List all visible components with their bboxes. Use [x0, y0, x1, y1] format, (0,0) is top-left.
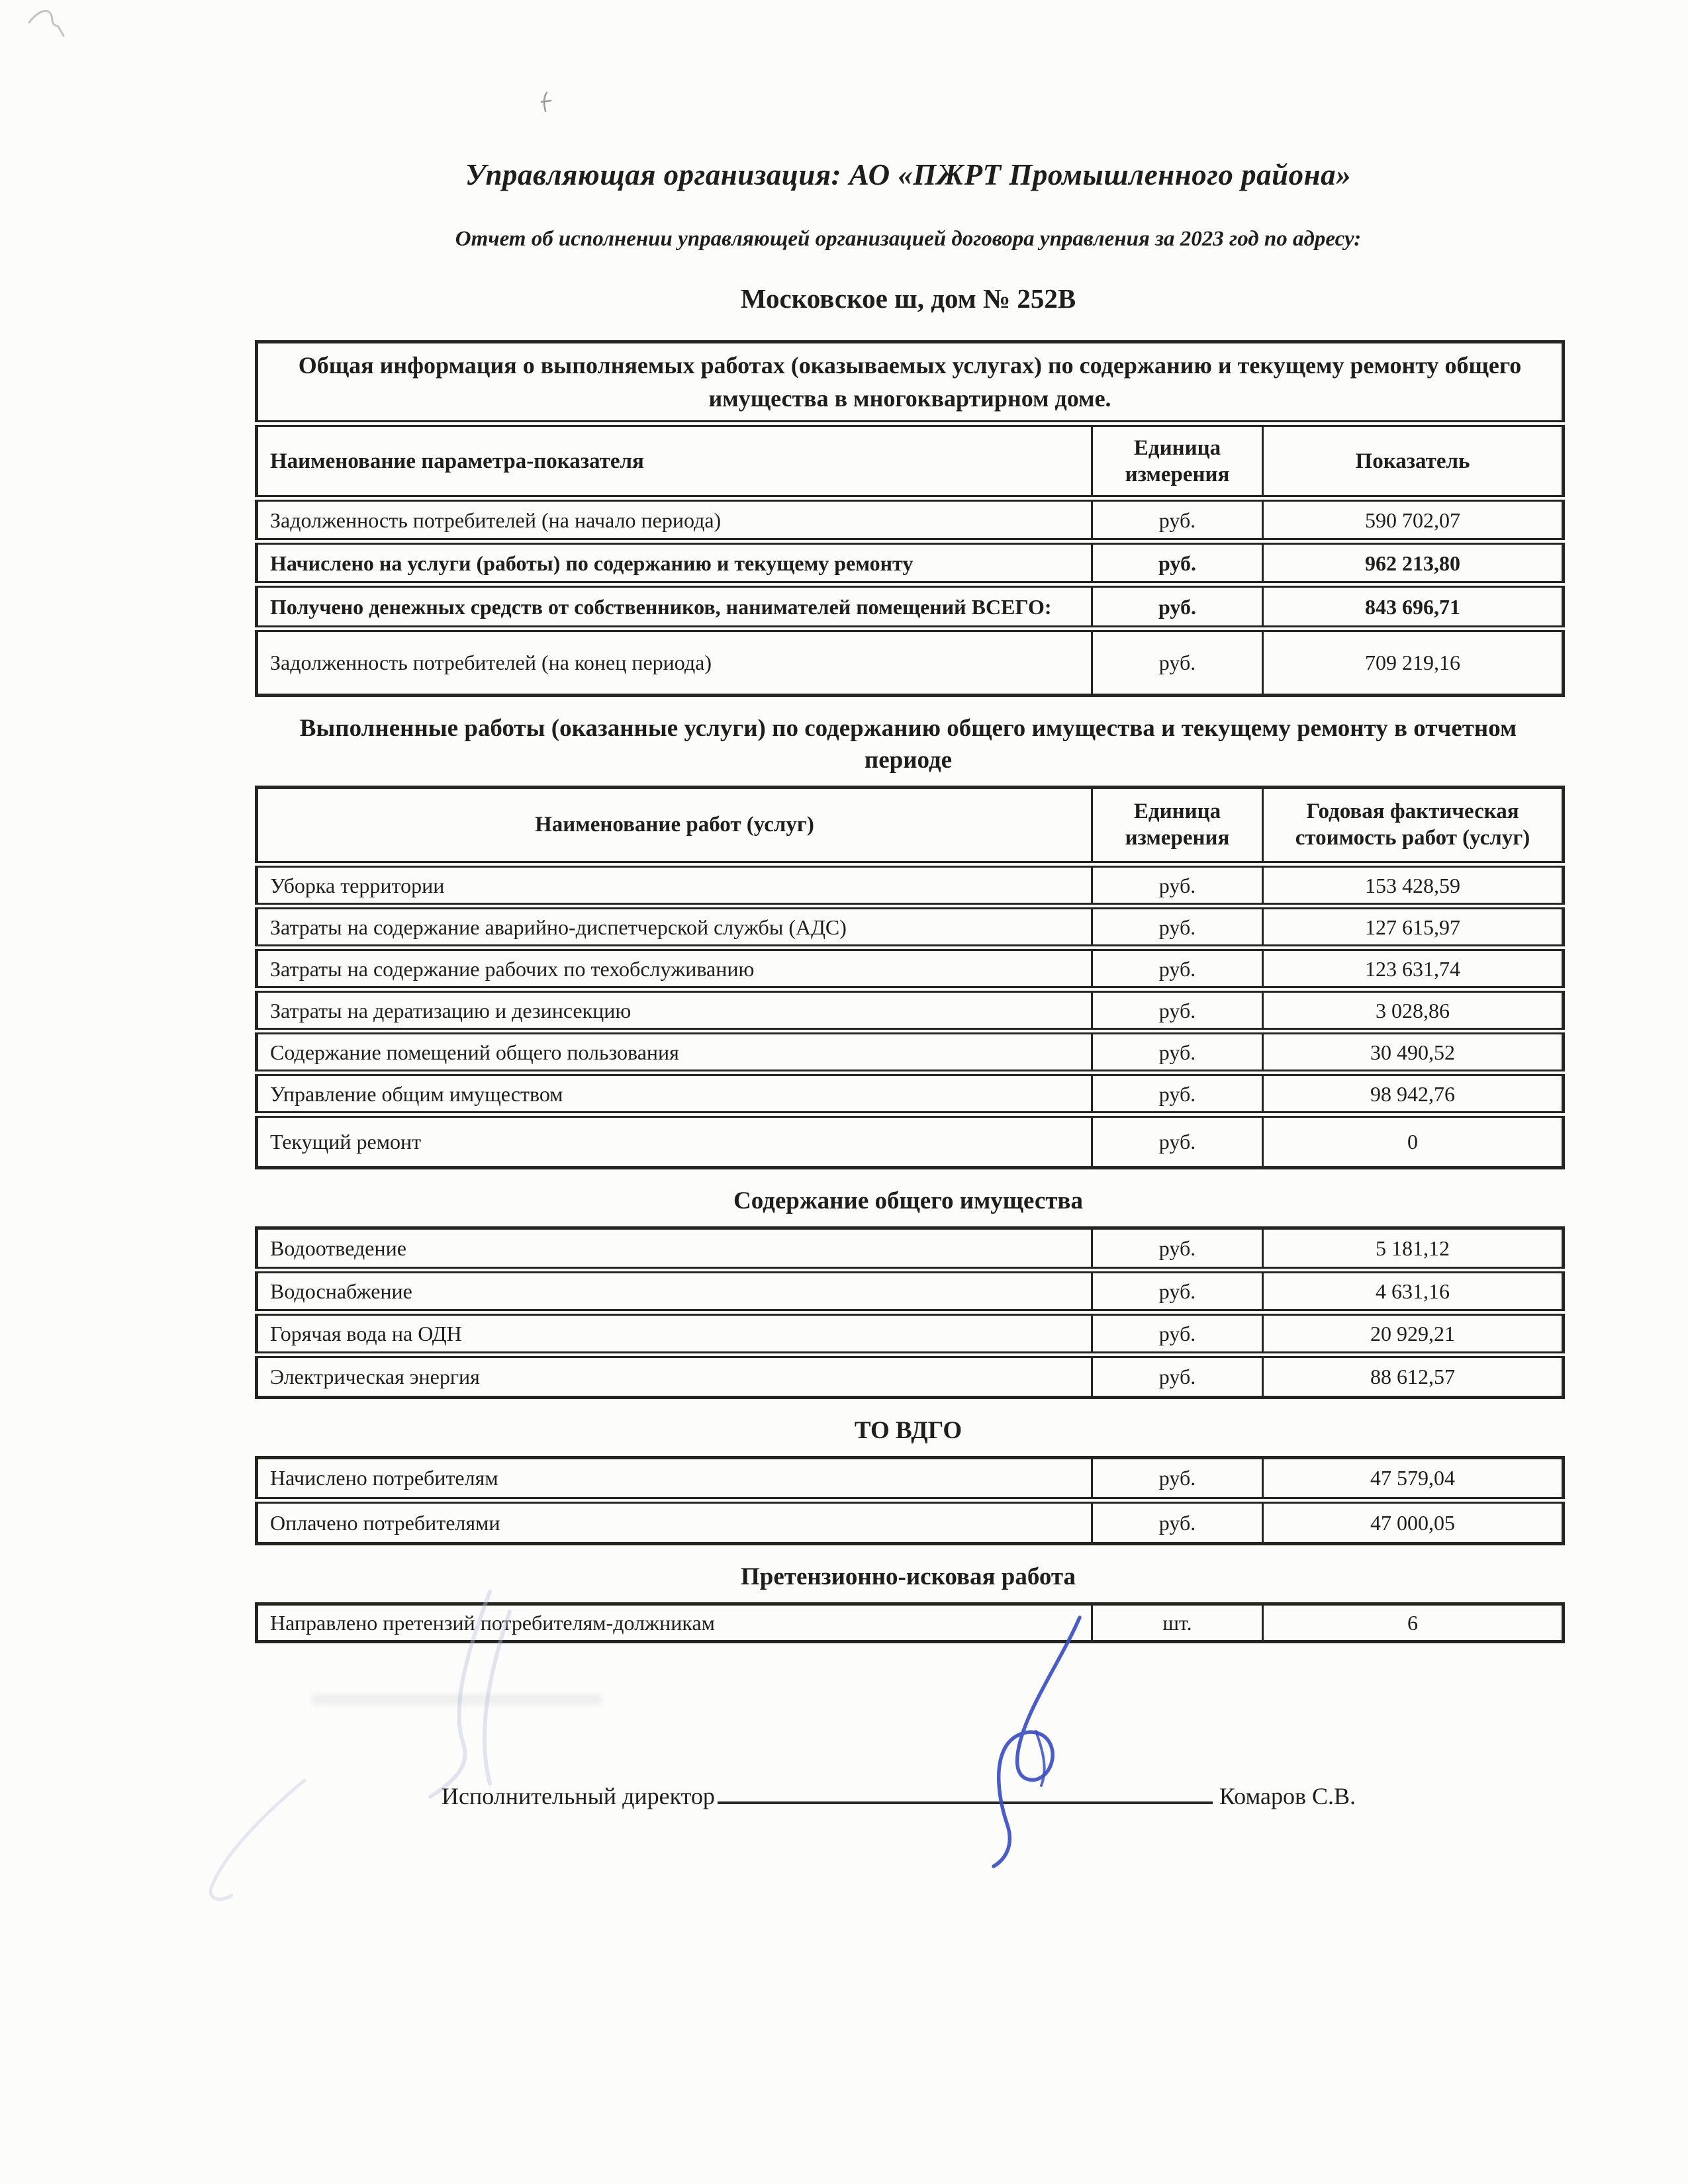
row-unit: руб.: [1092, 1228, 1263, 1270]
table-row: [257, 1604, 1564, 1641]
row-name: Уборка территории: [257, 864, 1092, 906]
row-value: 5 181,12: [1263, 1228, 1564, 1270]
row-value: 20 929,21: [1263, 1312, 1564, 1355]
signature-role: Исполнительный директор: [442, 1782, 715, 1809]
row-value: 47 579,04: [1263, 1457, 1564, 1500]
row-unit: руб.: [1092, 906, 1263, 948]
common-property-table: [255, 1226, 1565, 1399]
row-name: Направлено претензий потребителям-должникам: [257, 1604, 1092, 1641]
scan-artifact: [24, 4, 77, 44]
row-unit: руб.: [1092, 1115, 1263, 1167]
section-heading-performed-works: Выполненные работы (оказанные услуги) по содержанию общего имущества и текущему ремонту в отчетном периоде: [299, 714, 1517, 774]
row-name: Получено денежных средств от собственников, нанимателей помещений ВСЕГО:: [257, 584, 1092, 629]
row-value: 88 612,57: [1263, 1355, 1564, 1397]
row-unit: руб.: [1092, 864, 1263, 906]
table-row: [257, 629, 1564, 695]
row-value: 127 615,97: [1263, 906, 1564, 948]
row-name: Задолженность потребителей (на конец периода): [257, 629, 1092, 695]
section-heading-common-property: Содержание общего имущества: [733, 1187, 1083, 1214]
table-header-row: [257, 787, 1564, 864]
table-caption-row: [257, 342, 1564, 424]
table-row: [257, 541, 1564, 584]
table-row: [257, 498, 1564, 541]
row-unit: шт.: [1092, 1604, 1263, 1641]
table-row: [257, 1457, 1564, 1500]
row-value: 590 702,07: [1263, 498, 1564, 541]
table-row: [257, 1073, 1564, 1115]
report-address: Московское ш, дом № 252В: [740, 283, 1076, 314]
row-name: Текущий ремонт: [257, 1115, 1092, 1167]
signature-name: Комаров С.В.: [1219, 1782, 1356, 1809]
table-row: [257, 864, 1564, 906]
row-name: Водоотведение: [257, 1228, 1092, 1270]
row-name: Затраты на содержание аварийно-диспетчерской службы (АДС): [257, 906, 1092, 948]
section-heading-vdgo: ТО ВДГО: [854, 1416, 962, 1444]
general-info-table: [255, 340, 1565, 697]
column-header-unit: Единица измерения: [1092, 424, 1263, 498]
claims-table: [255, 1602, 1565, 1643]
row-unit: руб.: [1092, 1355, 1263, 1397]
column-header-unit: Единица измерения: [1092, 787, 1263, 864]
row-name: Начислено на услуги (работы) по содержанию и текущему ремонту: [257, 541, 1092, 584]
row-name: Электрическая энергия: [257, 1355, 1092, 1397]
row-value: 30 490,52: [1263, 1031, 1564, 1073]
row-unit: руб.: [1092, 498, 1263, 541]
table-row: [257, 989, 1564, 1031]
table-caption: Общая информация о выполняемых работах (оказываемых услугах) по содержанию и текущему ремонту общего имущества в многоквартирном доме.: [257, 342, 1564, 424]
row-value: 6: [1263, 1604, 1564, 1641]
table-row: [257, 584, 1564, 629]
table-row: [257, 906, 1564, 948]
row-value: 153 428,59: [1263, 864, 1564, 906]
report-subtitle: Отчет об исполнении управляющей организацией договора управления за 2023 год по адресу:: [455, 227, 1362, 251]
row-name: Задолженность потребителей (на начало периода): [257, 498, 1092, 541]
signature-block: [442, 1779, 1562, 1810]
column-header-parameter: Наименование параметра-показателя: [257, 424, 1092, 498]
table-row: [257, 1228, 1564, 1270]
row-value: 843 696,71: [1263, 584, 1564, 629]
row-unit: руб.: [1092, 989, 1263, 1031]
column-header-work-name: Наименование работ (услуг): [257, 787, 1092, 864]
table-row: [257, 1500, 1564, 1543]
vdgo-table: [255, 1456, 1565, 1545]
table-row: [257, 1312, 1564, 1355]
section-heading-claims: Претензионно-исковая работа: [741, 1563, 1076, 1590]
row-unit: руб.: [1092, 1500, 1263, 1543]
row-unit: руб.: [1092, 541, 1263, 584]
table-row: [257, 1270, 1564, 1312]
row-name: Затраты на содержание рабочих по техобслуживанию: [257, 948, 1092, 989]
signature-ink: [937, 1612, 1122, 1870]
report-content: [255, 0, 1562, 1810]
table-header-row: [257, 424, 1564, 498]
row-unit: руб.: [1092, 948, 1263, 989]
row-name: Затраты на дератизацию и дезинсекцию: [257, 989, 1092, 1031]
table-row: [257, 1115, 1564, 1167]
row-value: 709 219,16: [1263, 629, 1564, 695]
row-value: 4 631,16: [1263, 1270, 1564, 1312]
row-name: Управление общим имуществом: [257, 1073, 1092, 1115]
signature-line: [718, 1779, 1213, 1804]
column-header-annual-cost: Годовая фактическая стоимость работ (услуг): [1263, 787, 1564, 864]
row-unit: руб.: [1092, 1457, 1263, 1500]
row-value: 0: [1263, 1115, 1564, 1167]
row-name: Водоснабжение: [257, 1270, 1092, 1312]
row-unit: руб.: [1092, 1073, 1263, 1115]
table-row: [257, 1355, 1564, 1397]
row-unit: руб.: [1092, 1031, 1263, 1073]
performed-works-table: [255, 786, 1565, 1169]
row-value: 3 028,86: [1263, 989, 1564, 1031]
row-unit: руб.: [1092, 1270, 1263, 1312]
row-value: 962 213,80: [1263, 541, 1564, 584]
column-header-indicator: Показатель: [1263, 424, 1564, 498]
report-title: Управляющая организация: АО «ПЖРТ Промышленного района»: [465, 158, 1352, 191]
row-unit: руб.: [1092, 584, 1263, 629]
row-value: 47 000,05: [1263, 1500, 1564, 1543]
row-value: 123 631,74: [1263, 948, 1564, 989]
row-name: Горячая вода на ОДН: [257, 1312, 1092, 1355]
row-value: 98 942,76: [1263, 1073, 1564, 1115]
row-name: Оплачено потребителями: [257, 1500, 1092, 1543]
row-name: Содержание помещений общего пользования: [257, 1031, 1092, 1073]
row-unit: руб.: [1092, 629, 1263, 695]
table-row: [257, 1031, 1564, 1073]
row-unit: руб.: [1092, 1312, 1263, 1355]
table-row: [257, 948, 1564, 989]
row-name: Начислено потребителям: [257, 1457, 1092, 1500]
